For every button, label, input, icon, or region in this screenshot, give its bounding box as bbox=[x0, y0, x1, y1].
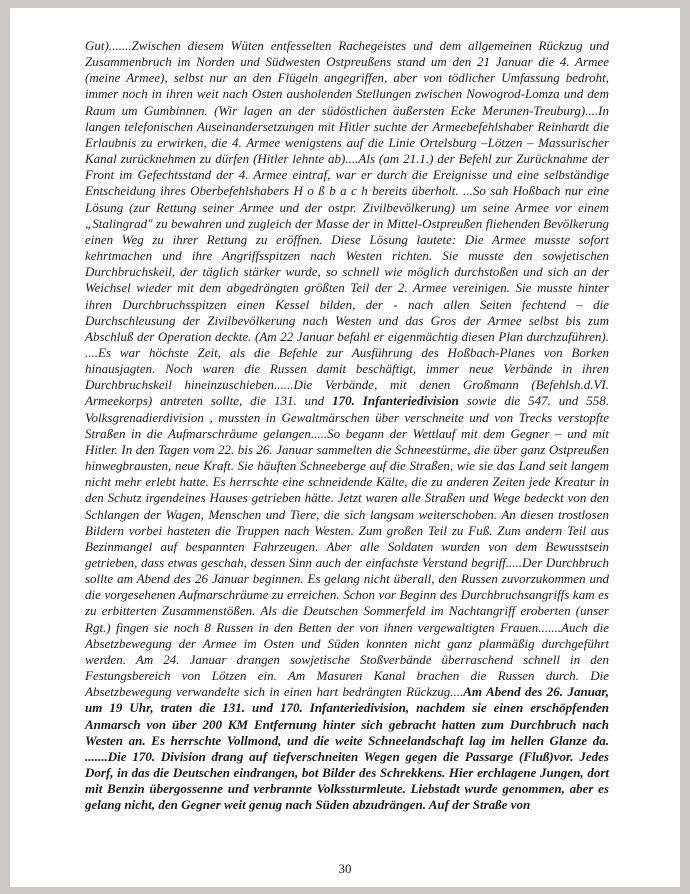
text-segment-bold: Am Abend des 26. Januar, um 19 Uhr, traten die 131. und 170. Infanteriedivision, nachdem sie einen erschöpfenden Anmarsch von über 200 KM Entfernung hinter sich gebracht hatten zum Durchbruch nach Westen an. Es herrschte Vollmond, und die weite Schneelandschaft lag im hellen Glanze da. .......Die 170. Division drang auf tiefverschneiten Wegen gegen die Passarge (Fluß)vor. Jedes Dorf, in das die Deutschen eindrangen, bot Bilder des Schrekkens. Hier erchlagene Jungen, dort mit Benzin übergossenne und verbrannte Volkssturmleute. Liebstadt wurde genommen, aber es gelang nicht, den Gegner weit genug nach Süden abzudrängen. Auf der Straße von bbox=[85, 684, 610, 813]
text-segment-bold: 170. Infanteriedivision bbox=[332, 393, 459, 409]
document-page bbox=[10, 8, 680, 887]
text-segment-regular: sowie die 547. und 558. Volksgrenadierdivision , mussten in Gewaltmärschen über verschneite und von Trecks verstopfte Straßen in die Aufmarschräume gelangen.....So begann der Wettlauf mit dem Gegner – und mit Hitler. In den Tagen vom 22. bis 26. Januar sammelten die Schneestürme, die über ganz Ostpreußen hinwegbrausten, neue Kraft. Sie häuften Schneeberge auf die Straßen, wie sie das Land seit langem nicht mehr erlebt hatte. Es herrschte eine schneidende Kälte, die zu anderen Zeiten jede Kreatur in den Schutz irgendeines Hauses getrieben hätte. Jetzt waren alle Straßen und Wege bedeckt von den Schlangen der Wagen, Menschen und Tiere, die sich langsam weiterschoben. An diesen trostlosen Bildern vorbei hasteten die Truppen nach Westen. Zum großen Teil zu Fuß. Zum andern Teil aus Bezinmangel auf bespannten Fahrzeugen. Aber alle Soldaten wurden von dem Bewusstsein getrieben, dass etwas geschah, dessen Sinn auch der einfachste Verstand begriff.....Der Durchbruch sollte am Abend des 26 Januar beginnen. Es gelang nicht überall, den Russen zuvorzukommen und die vorgesehenen Aufmarschräume zu erreichen. Schon vor Beginn des Durchbruchsangriffs kam es zu erbitterten Zusammenstößen. Als die Deutschen Sommerfeld im Nachtangriff eroberten (unser Rgt.) fingen sie noch 8 Russen in den Betten der von ihnen vergewaltigten Frauen.......Auch die Absetzbewegung der Armee im Osten und Süden konnten nicht ganz planmäßig durchgeführt werden. Am 24. Januar drangen sowjetische Stoßverbände überraschend schnell in den Festungsbereich von Lötzen ein. Am Masuren Kanal brachen die Russen durch. Die Absetzbewegung verwandelte sich in einen hart bedrängten Rückzug.... bbox=[85, 393, 609, 700]
text-segment-regular: Gut).......Zwischen diesem Wüten entfesselten Rachegeistes und dem allgemeinen Rückzug und Zusammenbruch im Norden und Südwesten Ostpreußens stand um den 21 Januar die 4. Armee (meine Armee), selbst nur an den Flügeln angegriffen, aber von tödlicher Umfassung bedroht, immer noch in ihren weit nach Osten ausholenden Stellungen zwischen Nowogrod-Lomza und dem Raum um Gumbinnen. (Wir lagen an der südöstlichen äußersten Ecke Merunen-Treuburg)....In langen telefonischen Auseinandersetzungen mit Hitler suchte der Armeebefehlshaber Reinhardt die Erlaubnis zu erwirken, die 4. Armee wenigstens auf die Linie Ortelsburg –Lötzen – Massurischer Kanal zurücknehmen zu dürfen (Hitler lehnte ab)....Als (am 21.1.) der Befehl zur Zurücknahme der Front im Gefechtsstand der 4. Armee eintraf, war er durch die Ereignisse und eine selbständige Entscheidung ihres Oberbefehlshabers H o ß b a c h bereits überholt. ...So sah Hoßbach nur eine Lösung (zur Rettung seiner Armee und der ostpr. Zivilbevölkerung) um seine Armee vor einem „Stalingrad" zu bewahren und zugleich der Masse der in Mittel-Ostpreußen fliehenden Bevölkerung einen Weg zu ihrer Rettung zu eröffnen. Diese Lösung lautete: Die Armee musste sofort kehrtmachen und ihre Angriffsspitzen nach Westen richten. Sie musste den sowjetischen Durchbruchskeil, der täglich stärker wurde, so schnell wie möglich durchstoßen und sich an der Weichsel wieder mit dem abgedrängten größten Teil der 2. Armee vereinigen. Sie musste hinter ihren Durchbruchsspitzen einen Kessel bilden, der - nach allen Seiten fechtend – die Durchschleusung der Zivilbevölkerung nach Westen und das Gros der Armee selbst bis zum Abschluß der Operation deckte. (Am 22 Januar befahl er eigenmächtig diesen Plan durchzuführen). ....Es war höchste Zeit, als die Befehle zur Ausführung des Hoßbach-Planes von Borken hinausjagten. Noch waren die Russen damit beschäftigt, immer neue Verbände in ihren Durchbruchskeil hineinzuschieben......Die Verbände, mit denen Großmann (Befehlsh.d.VI. Armeekorps) antreten sollte, die 131. und bbox=[85, 38, 609, 409]
page-number: 30 bbox=[338, 861, 352, 876]
body-text bbox=[85, 38, 609, 814]
